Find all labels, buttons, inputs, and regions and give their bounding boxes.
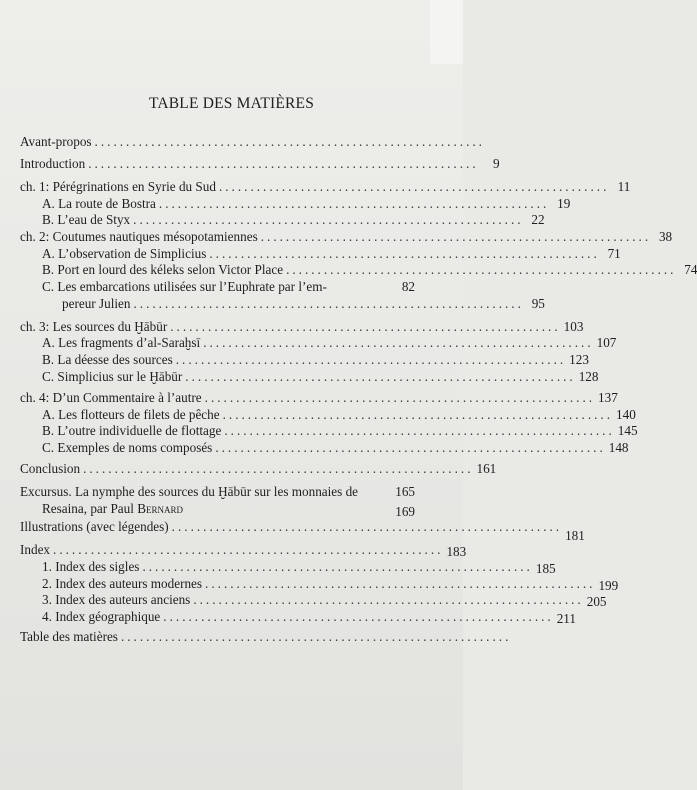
toc-entry-label: A. L’observation de Simplicius bbox=[42, 246, 207, 261]
toc-entry-label: Table des matières bbox=[20, 629, 118, 644]
leader-dots: .............................................................. bbox=[175, 352, 567, 367]
toc-entry-label: Introduction bbox=[20, 156, 86, 171]
toc-entry bbox=[42, 407, 636, 423]
leader-dots: .............................................................. bbox=[94, 134, 485, 149]
toc-entry bbox=[20, 229, 673, 245]
toc-page-number: 71 bbox=[607, 246, 621, 261]
leader-dots: .............................................................. bbox=[163, 609, 554, 624]
toc-page-number: 103 bbox=[563, 319, 584, 334]
toc-entry-label: C. Les embarcations utilisées sur l’Euphrate par l’em- bbox=[42, 279, 327, 294]
page-edge bbox=[430, 0, 463, 64]
toc-entry-label: C. Simplicius sur le Ḫābūr bbox=[42, 369, 183, 384]
toc-entry-label: Illustrations (avec légendes) bbox=[20, 519, 169, 534]
toc-entry bbox=[20, 319, 584, 335]
toc-entry bbox=[20, 179, 631, 195]
toc-entry-label: B. L’outre individuelle de flottage bbox=[42, 423, 222, 438]
leader-dots: .............................................................. bbox=[205, 576, 596, 591]
toc-page-number: 205 bbox=[586, 594, 607, 609]
toc-entry bbox=[42, 369, 599, 385]
leader-dots: .............................................................. bbox=[120, 629, 512, 644]
toc-entry bbox=[42, 423, 638, 439]
toc-page-number: 9 bbox=[493, 156, 500, 171]
toc-page-number: 183 bbox=[446, 544, 467, 559]
toc-page-number: 22 bbox=[531, 212, 545, 227]
toc-entry-label: Conclusion bbox=[20, 461, 81, 476]
leader-dots: .............................................................. bbox=[170, 319, 561, 334]
toc-entry bbox=[20, 390, 618, 406]
toc-entry-label: Excursus. La nymphe des sources du Ḫābūr sur les monnaies de bbox=[20, 484, 359, 499]
toc-page-number: 11 bbox=[617, 179, 631, 194]
leader-dots: .............................................................. bbox=[133, 296, 524, 311]
toc-entry bbox=[42, 212, 545, 228]
leader-dots: .............................................................. bbox=[218, 179, 610, 194]
leader-dots: .............................................................. bbox=[222, 407, 614, 422]
toc-page-number: 74 bbox=[684, 262, 697, 277]
toc-entry-label: C. Exemples de noms composés bbox=[42, 440, 213, 455]
toc-entry-label: Avant-propos bbox=[20, 134, 92, 149]
toc-entry bbox=[20, 156, 500, 172]
toc-page-number: 128 bbox=[578, 369, 599, 384]
toc-entry bbox=[42, 246, 621, 262]
leader-dots: .............................................................. bbox=[53, 542, 444, 557]
toc-entry-label: 4. Index géographique bbox=[42, 609, 161, 624]
toc-entry bbox=[42, 559, 556, 576]
toc-page-number: 140 bbox=[616, 407, 636, 422]
toc-entry-label bbox=[42, 501, 183, 517]
toc-entry-label: A. Les fragments d’al-Saraḫsī bbox=[42, 335, 201, 350]
leader-dots: .............................................................. bbox=[83, 461, 474, 476]
toc-entry bbox=[20, 134, 485, 150]
leader-dots: .............................................................. bbox=[260, 229, 652, 244]
leader-dots: .............................................................. bbox=[171, 519, 563, 534]
leader-dots: .............................................................. bbox=[193, 592, 584, 607]
toc-page-number: 199 bbox=[598, 578, 619, 593]
toc-page-number: 95 bbox=[531, 296, 545, 311]
toc-page-number: 38 bbox=[658, 229, 673, 244]
toc-entry bbox=[42, 196, 571, 212]
leader-dots: .............................................................. bbox=[215, 440, 606, 455]
toc-entry-label: ch. 3: Les sources du Ḫābūr bbox=[20, 319, 168, 334]
toc-entry bbox=[42, 335, 617, 351]
toc-entry bbox=[20, 461, 497, 477]
leader-dots: .............................................................. bbox=[88, 156, 479, 171]
toc-entry-label: B. La déesse des sources bbox=[42, 352, 173, 367]
toc-entry-label: ch. 1: Pérégrinations en Syrie du Sud bbox=[20, 179, 216, 194]
toc-page-number: 145 bbox=[617, 423, 638, 438]
leader-dots: .............................................................. bbox=[203, 335, 594, 350]
toc-entry-label: ch. 2: Coutumes nautiques mésopotamiennes bbox=[20, 229, 258, 244]
leader-dots: .............................................................. bbox=[133, 212, 524, 227]
toc-entry bbox=[20, 519, 585, 543]
toc-entry-label: A. La route de Bostra bbox=[42, 196, 156, 211]
toc-entry-label: 3. Index des auteurs anciens bbox=[42, 592, 191, 607]
toc-entry-label: Index bbox=[20, 542, 51, 557]
toc-entry bbox=[20, 542, 467, 559]
toc-page-number: 165 bbox=[395, 484, 415, 499]
leader-dots: .............................................................. bbox=[286, 262, 677, 277]
toc-page-number: 169 bbox=[395, 504, 415, 519]
leader-dots: .............................................................. bbox=[209, 246, 600, 261]
toc-page-number: 211 bbox=[556, 611, 576, 626]
toc-page-number: 181 bbox=[565, 528, 585, 543]
toc-entry bbox=[42, 576, 619, 593]
toc-entry bbox=[42, 262, 697, 278]
toc-entry-label: B. L’eau de Styx bbox=[42, 212, 131, 227]
toc-entry bbox=[20, 629, 512, 645]
toc-page-number: 161 bbox=[476, 461, 497, 476]
page-title: TABLE DES MATIÈRES bbox=[148, 95, 315, 112]
toc-page-number: 19 bbox=[557, 196, 571, 211]
toc-entry-label: A. Les flotteurs de filets de pêche bbox=[42, 407, 220, 422]
leader-dots: .............................................................. bbox=[158, 196, 550, 211]
leader-dots: .............................................................. bbox=[204, 390, 596, 405]
toc-page-number: 137 bbox=[598, 390, 618, 405]
toc-entry-label: 2. Index des auteurs modernes bbox=[42, 576, 203, 591]
toc-page-number: 123 bbox=[569, 352, 589, 367]
toc-entry bbox=[62, 296, 545, 312]
toc-page-number: 107 bbox=[596, 335, 617, 350]
toc-entry-label: Resaina, par Paul bbox=[42, 501, 134, 516]
leader-dots: .............................................................. bbox=[185, 369, 576, 384]
toc-entry bbox=[42, 440, 629, 456]
toc-page-number: 185 bbox=[535, 561, 556, 576]
toc-entry-label: ch. 4: D’un Commentaire à l’autre bbox=[20, 390, 202, 405]
toc-page-number: 148 bbox=[608, 440, 629, 455]
toc-entry bbox=[42, 592, 607, 609]
author-name: Bernard bbox=[137, 501, 184, 516]
leader-dots: .............................................................. bbox=[142, 559, 533, 574]
toc-entry bbox=[42, 609, 576, 626]
toc-entry-label: pereur Julien bbox=[62, 296, 131, 311]
toc-entry bbox=[42, 352, 589, 368]
leader-dots: .............................................................. bbox=[224, 423, 615, 438]
toc-page-number: 82 bbox=[401, 279, 415, 294]
toc-entry-label: 1. Index des sigles bbox=[42, 559, 140, 574]
toc-entry-label: B. Port en lourd des kéleks selon Victor Place bbox=[42, 262, 284, 277]
